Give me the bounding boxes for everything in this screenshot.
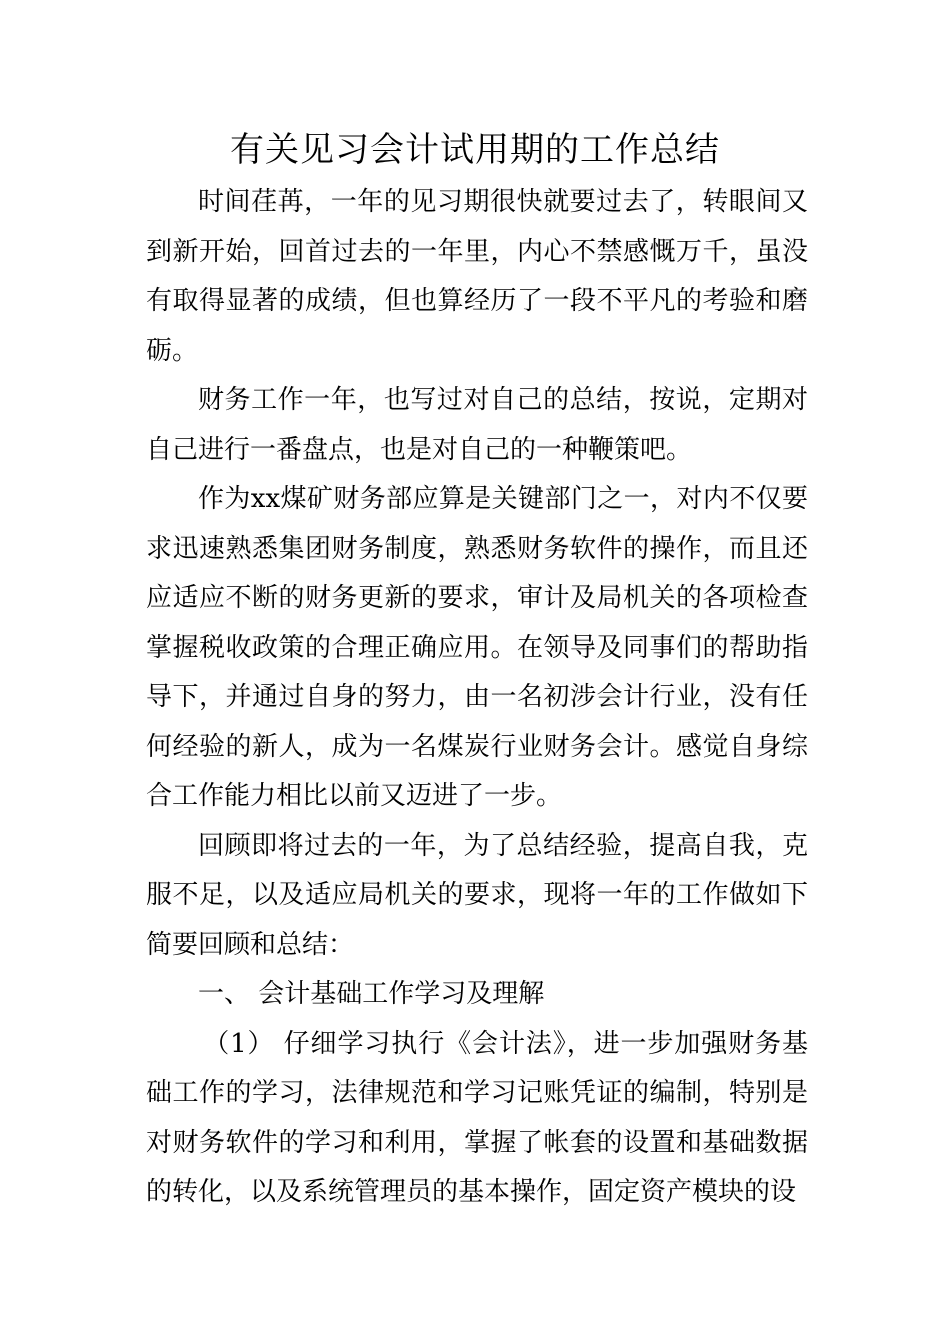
section-heading: 一、 会计基础工作学习及理解 [198,979,545,1009]
paragraph-summary-intro: 回顾即将过去的一年，为了总结经验，提高自我，克服不足，以及适应局机关的要求，现将一年的工作做如下简要回顾和总结： [146,830,808,960]
document-body [146,178,808,1218]
subitem-paragraph: （1） 仔细学习执行《会计法》，进一步加强财务基础工作的学习，法律规范和学习记账凭证的编制，特别是对财务软件的学习和利用，掌握了帐套的设置和基础数据的转化，以及系统管理员的基本操作，固定资产模块的设 [146,1028,808,1207]
paragraph-intro: 时间荏苒，一年的见习期很快就要过去了，转眼间又到新开始，回首过去的一年里，内心不禁感慨万千，虽没有取得显著的成绩，但也算经历了一段不平凡的考验和磨砺。 [146,187,808,366]
paragraph-department: 作为xx煤矿财务部应算是关键部门之一，对内不仅要求迅速熟悉集团财务制度，熟悉财务软件的操作，而且还应适应不断的财务更新的要求，审计及局机关的各项检查掌握税收政策的合理正确应用。在领导及同事们的帮助指导下，并通过自身的努力，由一名初涉会计行业，没有任何经验的新人，成为一名煤炭行业财务会计。感觉自身综合工作能力相比以前又迈进了一步。 [146,484,808,811]
paragraph-self-review: 财务工作一年，也写过对自己的总结，按说，定期对自己进行一番盘点，也是对自己的一种鞭策吧。 [146,385,808,465]
document-title: 有关见习会计试用期的工作总结 [230,130,720,170]
